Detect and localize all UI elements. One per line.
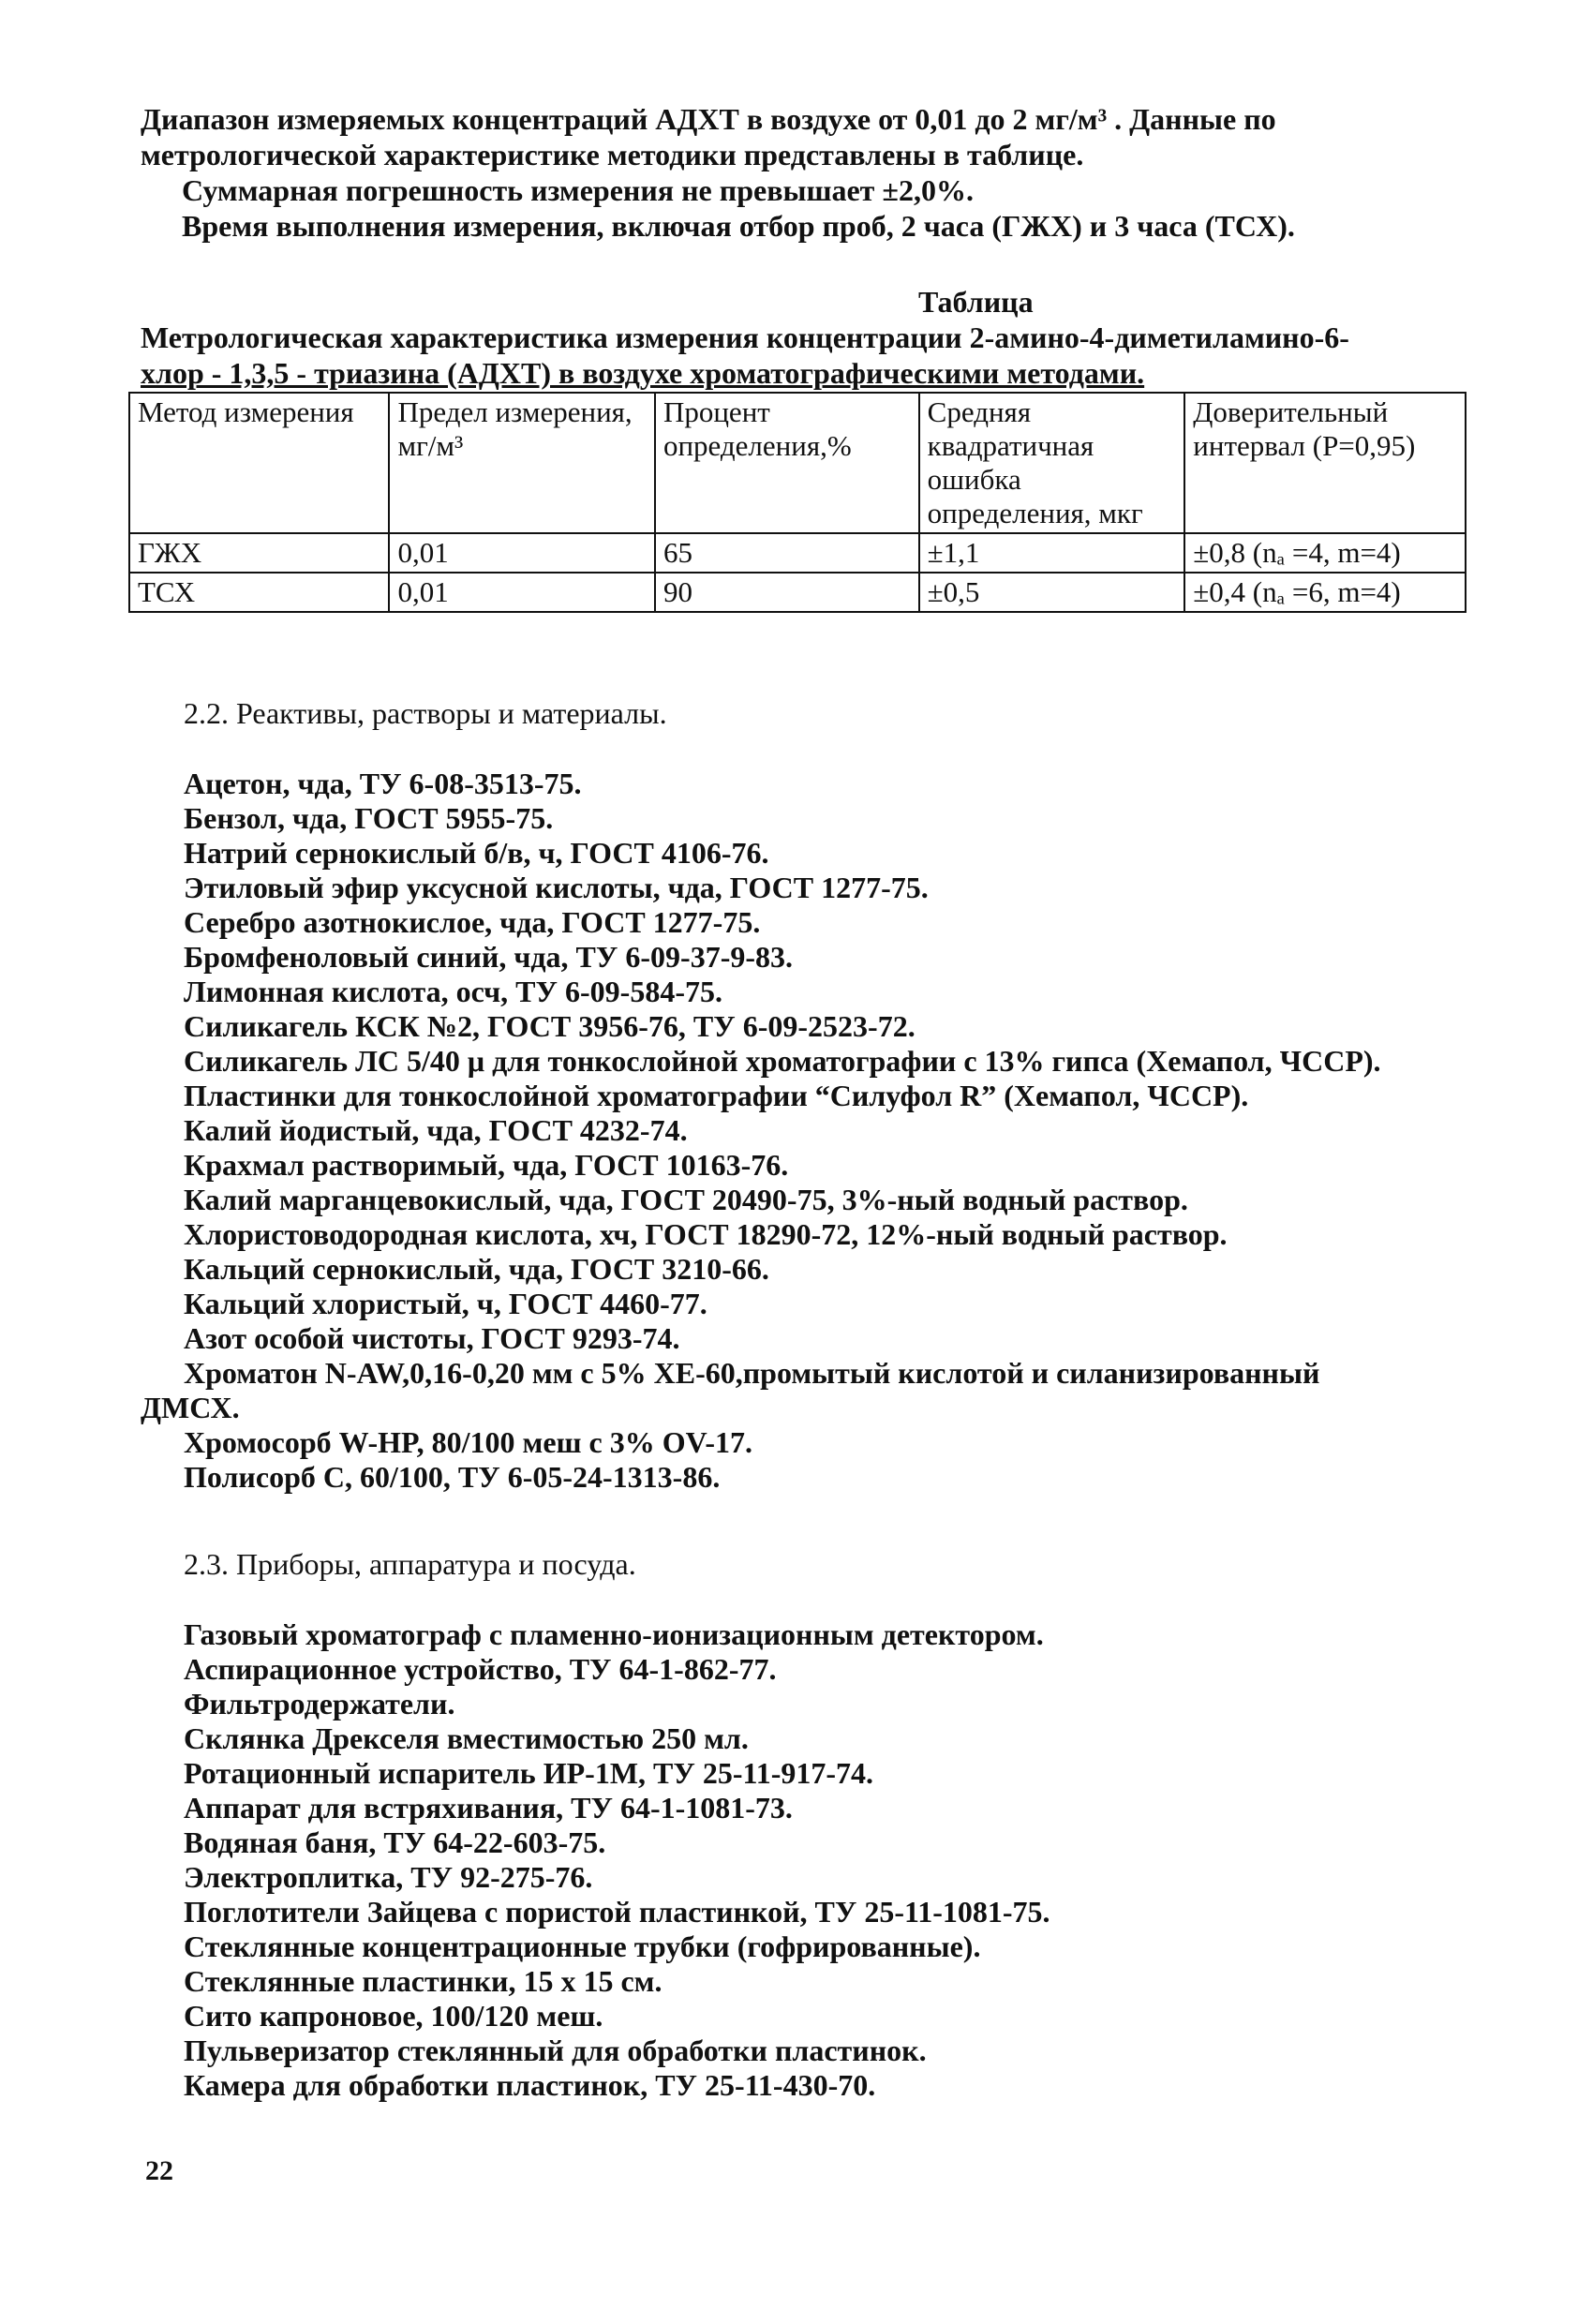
list-item: Хроматон N-AW,0,16-0,20 мм с 5% ХЕ-60,промытый кислотой и силанизированный bbox=[184, 1356, 1320, 1390]
caption-line: Метрологическая характеристика измерения концентрации 2-амино-4-диметиламино-6- bbox=[141, 320, 1349, 354]
list-item: Газовый хроматограф с пламенно-ионизационным детектором. bbox=[184, 1617, 1044, 1651]
section-title-reagents: 2.2. Реактивы, растворы и материалы. bbox=[184, 696, 667, 730]
table-cell: 65 bbox=[655, 533, 919, 573]
list-item: Лимонная кислота, осч, ТУ 6-09-584-75. bbox=[184, 975, 722, 1008]
intro-line: метрологической характеристике методики представлены в таблице. bbox=[141, 138, 1084, 171]
intro-line: Диапазон измеряемых концентраций АДХТ в воздухе от 0,01 до 2 мг/м³ . Данные по bbox=[141, 102, 1276, 136]
table-caption bbox=[141, 284, 1452, 391]
list-item: Стеклянные концентрационные трубки (гофрированные). bbox=[184, 1929, 981, 1963]
list-item: Бромфеноловый синий, чда, ТУ 6-09-37-9-83. bbox=[184, 940, 793, 974]
list-item: Стеклянные пластинки, 15 х 15 см. bbox=[184, 1964, 663, 1998]
list-item: Пластинки для тонкослойной хроматографии “Силуфол R” (Хемапол, ЧССР). bbox=[184, 1079, 1249, 1112]
table-cell: 0,01 bbox=[389, 533, 654, 573]
devices-list bbox=[141, 1617, 1452, 2103]
metrology-table bbox=[128, 392, 1466, 613]
list-item: Поглотители Зайцева с пористой пластинкой, ТУ 25-11-1081-75. bbox=[184, 1895, 1050, 1929]
header-cell: Доверительный интервал (Р=0,95) bbox=[1184, 393, 1466, 533]
table-cell: ±0,8 (nₐ =4, m=4) bbox=[1184, 533, 1466, 573]
list-item: Силикагель КСК №2, ГОСТ 3956-76, ТУ 6-09-2523-72. bbox=[184, 1009, 916, 1043]
header-cell: Предел измерения, мг/м³ bbox=[389, 393, 654, 533]
table-cell: 90 bbox=[655, 573, 919, 612]
table-cell: 0,01 bbox=[389, 573, 654, 612]
list-item: Аспирационное устройство, ТУ 64-1-862-77. bbox=[184, 1652, 777, 1686]
table-cell: ±0,4 (nₐ =6, m=4) bbox=[1184, 573, 1466, 612]
list-item: Пульверизатор стеклянный для обработки пластинок. bbox=[184, 2034, 927, 2067]
list-item: Хромосорб W-HP, 80/100 меш с 3% OV-17. bbox=[184, 1425, 753, 1459]
list-item: Сито капроновое, 100/120 меш. bbox=[184, 1999, 603, 2033]
table-row bbox=[129, 533, 1466, 573]
intro-paragraph bbox=[141, 101, 1434, 244]
intro-line: Время выполнения измерения, включая отбор проб, 2 часа (ГЖХ) и 3 часа (ТСХ). bbox=[182, 209, 1295, 243]
list-item: Серебро азотнокислое, чда, ГОСТ 1277-75. bbox=[184, 905, 761, 939]
list-item: Фильтродержатели. bbox=[184, 1687, 455, 1721]
list-item: Кальций хлористый, ч, ГОСТ 4460-77. bbox=[184, 1287, 707, 1320]
list-item: Ротационный испаритель ИР-1М, ТУ 25-11-917-74. bbox=[184, 1756, 874, 1790]
list-item: Кальций сернокислый, чда, ГОСТ 3210-66. bbox=[184, 1252, 769, 1286]
list-item: Хлористоводородная кислота, хч, ГОСТ 18290-72, 12%-ный водный раствор. bbox=[184, 1217, 1228, 1251]
list-item: Камера для обработки пластинок, ТУ 25-11-430-70. bbox=[184, 2068, 876, 2102]
list-item: Калий йодистый, чда, ГОСТ 4232-74. bbox=[184, 1113, 688, 1147]
list-item: Склянка Дрекселя вместимостью 250 мл. bbox=[184, 1721, 749, 1755]
caption-line: хлор - 1,3,5 - триазина (АДХТ) в воздухе хроматографическими методами. bbox=[141, 356, 1145, 390]
list-item-continuation: ДМСХ. bbox=[141, 1391, 240, 1424]
list-item: Бензол, чда, ГОСТ 5955-75. bbox=[184, 801, 554, 835]
list-item: Натрий сернокислый б/в, ч, ГОСТ 4106-76. bbox=[184, 836, 769, 870]
table-row bbox=[129, 573, 1466, 612]
list-item: Аппарат для встряхивания, ТУ 64-1-1081-73. bbox=[184, 1791, 793, 1825]
table-cell: ТСХ bbox=[129, 573, 389, 612]
list-item: Ацетон, чда, ТУ 6-08-3513-75. bbox=[184, 767, 582, 800]
header-cell: Средняя квадратичная ошибка определения, мкг bbox=[919, 393, 1185, 533]
header-cell: Процент определения,% bbox=[655, 393, 919, 533]
page-number: 22 bbox=[145, 2155, 173, 2186]
section-title-devices: 2.3. Приборы, аппаратура и посуда. bbox=[184, 1547, 636, 1581]
list-item: Калий марганцевокислый, чда, ГОСТ 20490-75, 3%-ный водный раствор. bbox=[184, 1183, 1188, 1216]
table-cell: ±1,1 bbox=[919, 533, 1185, 573]
list-item: Крахмал растворимый, чда, ГОСТ 10163-76. bbox=[184, 1148, 789, 1182]
table-label: Таблица bbox=[918, 285, 1034, 319]
reagents-list bbox=[141, 767, 1452, 1495]
list-item: Силикагель ЛС 5/40 μ для тонкослойной хроматографии с 13% гипса (Хемапол, ЧССР). bbox=[184, 1044, 1381, 1078]
list-item: Водяная баня, ТУ 64-22-603-75. bbox=[184, 1825, 606, 1859]
list-item: Полисорб С, 60/100, ТУ 6-05-24-1313-86. bbox=[184, 1460, 721, 1494]
table-cell: ГЖХ bbox=[129, 533, 389, 573]
list-item: Этиловый эфир уксусной кислоты, чда, ГОСТ 1277-75. bbox=[184, 871, 929, 904]
list-item: Азот особой чистоты, ГОСТ 9293-74. bbox=[184, 1321, 680, 1355]
table-cell: ±0,5 bbox=[919, 573, 1185, 612]
header-cell: Метод измерения bbox=[129, 393, 389, 533]
list-item: Электроплитка, ТУ 92-275-76. bbox=[184, 1860, 593, 1894]
table-header-row bbox=[129, 393, 1466, 533]
intro-line: Суммарная погрешность измерения не превышает ±2,0%. bbox=[182, 173, 974, 207]
